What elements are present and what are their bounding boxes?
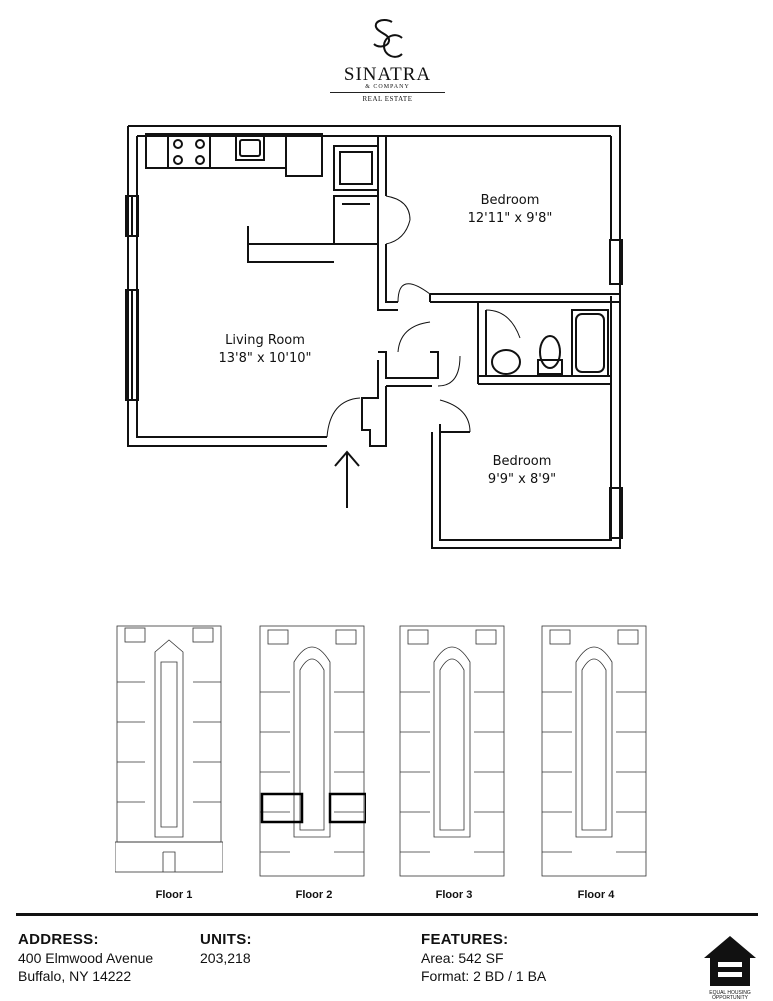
room-size: 13'8" x 10'10" (218, 351, 312, 366)
unit-highlight (330, 794, 366, 822)
units-heading: UNITS: (200, 931, 252, 948)
brand-name: SINATRA (343, 64, 432, 85)
equal-housing-icon (700, 930, 760, 990)
room-size: 12'11" x 9'8" (467, 211, 553, 226)
feature-area: Area: 542 SF (421, 950, 504, 966)
address-line-2: Buffalo, NY 14222 (18, 968, 132, 984)
units-value: 203,218 (200, 950, 251, 966)
room-bedroom-1 (445, 192, 575, 228)
room-name: Bedroom (492, 454, 552, 469)
footer-divider (16, 913, 758, 916)
floor-label: Floor 3 (435, 889, 473, 901)
features-heading: FEATURES: (421, 931, 509, 948)
equal-housing-text: EQUAL HOUSING OPPORTUNITY (709, 990, 751, 1001)
room-living (200, 332, 330, 368)
floor-3-keyplan (398, 622, 506, 880)
floor-label: Floor 4 (577, 889, 615, 901)
room-bedroom-2 (457, 453, 587, 489)
address-line-1: 400 Elmwood Avenue (18, 950, 154, 966)
unit-highlight (262, 794, 302, 822)
floor-4-keyplan (540, 622, 648, 880)
address-heading: ADDRESS: (18, 931, 99, 948)
room-name: Bedroom (480, 193, 540, 208)
floor-2-keyplan (258, 622, 366, 880)
feature-format: Format: 2 BD / 1 BA (421, 968, 547, 984)
room-size: 9'9" x 8'9" (487, 472, 557, 487)
room-name: Living Room (225, 333, 305, 348)
floor-label: Floor 1 (155, 889, 193, 901)
floor-1-keyplan (115, 622, 223, 880)
brand-sub: & COMPANY (365, 84, 410, 90)
brand-tagline: REAL ESTATE (362, 95, 413, 103)
floor-label: Floor 2 (295, 889, 333, 901)
